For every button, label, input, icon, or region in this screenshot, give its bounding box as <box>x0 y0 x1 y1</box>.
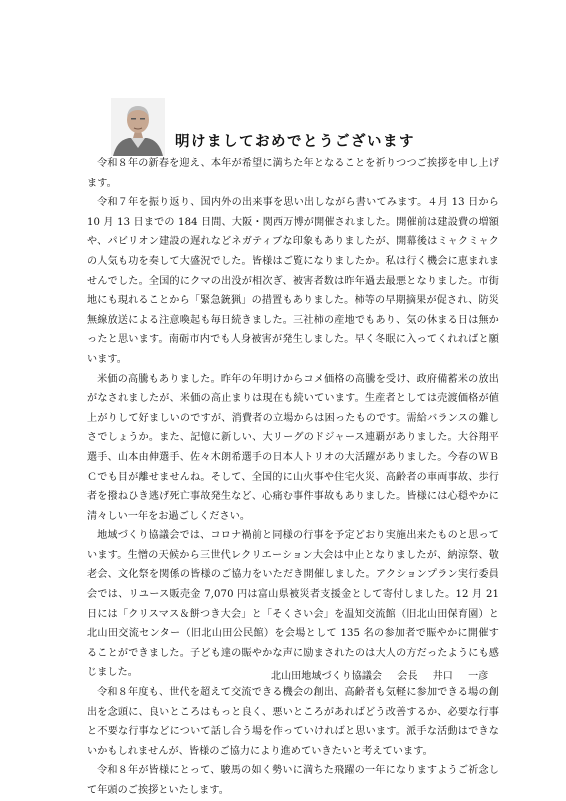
paragraph: 令和７年を振り返り、国内外の出来事を思い出しながら書いてみます。４月 13 日から 10 月 13 日までの 184 日間、大阪・関西万博が開催されました。開催前は建設費の増額や、パビリオン建設の遅れなどネガティブな印象もありましたが、開幕後はミャクミャクの人気も功を奏して大盛況でした。皆様はご覧になりましたか。私は行く機会に恵まれませんでした。全国的にクマの出没が相次ぎ、被害者数は昨年過去最悪となりました。市街地にも現れることから「緊急銃猟」の措置もありました。柿等の早期摘果が促され、防災無線放送による注意喚起も毎日続きました。三社柿の産地でもあり、気の休まる日は無かったと思います。南砺市内でも人身被害が発生しました。早く冬眠に入ってくれればと願います。 <box>87 197 499 365</box>
paragraph: 米価の高騰もありました。昨年の年明けからコメ価格の高騰を受け、政府備蓄米の放出がなされましたが、米価の高止まりは現在も続いています。生産者としては売渡価格が値上がりして好ましいのですが、消費者の立場からは困ったものです。需給バランスの難しさでしょうか。また、記憶に新しい、大リーグのドジャース連覇がありました。大谷翔平選手、山本由伸選手、佐々木朗希選手の日本人トリオの大活躍がありました。今春のＷＢＣでも目が離せませんね。そして、全国的に山火事や住宅火災、高齢者の車両事故、歩行者を撥ねひき逃げ死亡事故発生など、心痛む事件事故もありました。皆様には心穏やかに清々しい一年をお過ごしください。 <box>87 373 499 522</box>
paragraph: 地域づくり協議会では、コロナ禍前と同様の行事を予定どおり実施出来たものと思っています。生憎の天候から三世代レクリエーション大会は中止となりましたが、納涼祭、敬老会、文化祭を関係の皆様のご協力をいただき開催しました。アクションプラン実行委員会では、リユース販売金 7,070 円は富山県被災者支援金として寄付しました。12 月 21 日には「クリスマス＆餅つき大会」と「そくさい会」を温知交流館（旧北山田保育園）と北山田交流センター（旧北山田公民館）を会場として 135 名の参加者で賑やかに開催することができました。子ども達の賑やかな声に励まされたのは大人の方だったようにも感じました。 <box>87 530 499 679</box>
paragraph: 令和８年が皆様にとって、駿馬の如く勢いに満ちた飛躍の一年になりますようご祈念して年頭のご挨拶といたします。 <box>87 765 499 796</box>
signature <box>271 667 501 682</box>
author-portrait <box>111 98 165 156</box>
signature-role: 会長 <box>397 671 418 682</box>
signature-surname: 井口 <box>432 671 453 682</box>
signature-organization: 北山田地域づくり協議会 <box>271 671 383 682</box>
signature-given-name: 一彦 <box>468 671 489 682</box>
greeting-title: 明けましておめでとうございます <box>175 133 415 150</box>
paragraph: 令和８年の新春を迎え、本年が希望に満ちた年となることを祈りつつご挨拶を申し上げます。 <box>87 158 499 189</box>
letter-body <box>87 154 499 801</box>
paragraph: 令和８年度も、世代を超えて交流できる機会の創出、高齢者も気軽に参加できる場の創出を念頭に、良いところはもっと良く、悪いところがあればどう改善するか、必要な行事と不要な行事などについて話し合う場を作っていければと思います。派手な活動はできないかもしれませんが、皆様のご協力により進めていきたいと考えています。 <box>87 687 499 757</box>
